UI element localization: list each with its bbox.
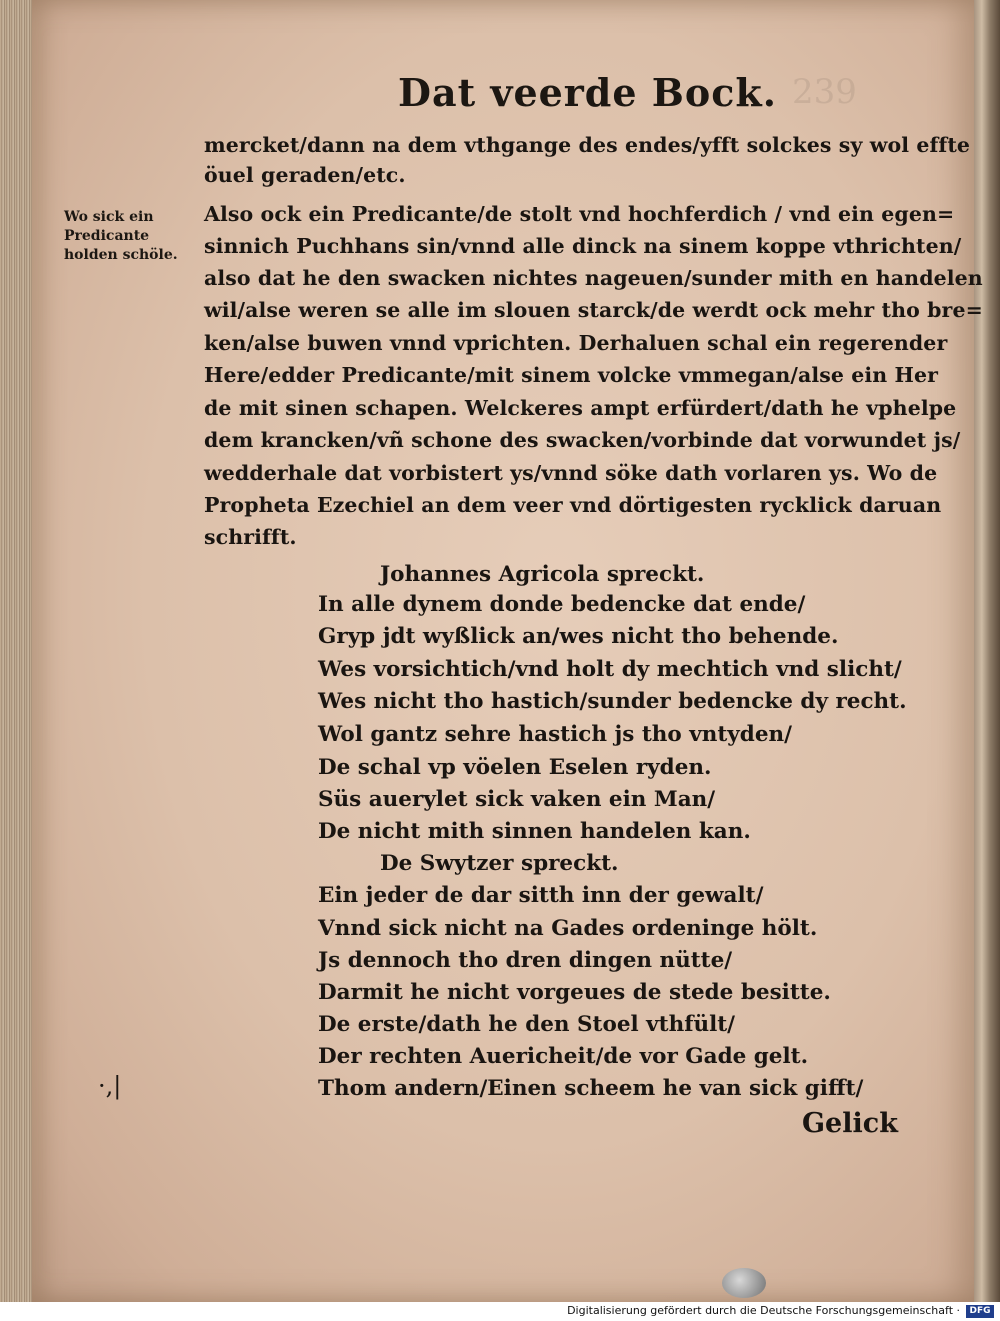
verse-line: Gryp jdt wyßlick an/wes nicht tho behende. [318,624,839,649]
margin-note-line: holden schöle. [64,247,178,263]
verse-line: Süs auerylet sick vaken ein Man/ [318,787,716,812]
body-line: ken/alse buwen vnnd vprichten. Derhaluen schal ein regerender [204,331,948,355]
verse-line: Darmit he nicht vorgeues de stede besitte. [318,980,831,1005]
verse-line: Vnnd sick nicht na Gades ordeninge hölt. [318,916,818,941]
body-line: dem krancken/vñ schone des swacken/vorbinde dat vorwundet js/ [204,428,961,452]
dfg-logo-icon: DFG [966,1305,994,1318]
body-line: wil/alse weren se alle im slouen starck/de werdt ock mehr tho bre= [204,298,983,322]
book-edge-right [974,0,1000,1302]
verse-line: De erste/dath he den Stoel vthfült/ [318,1012,736,1037]
paper-page [32,0,978,1302]
body-line: Propheta Ezechiel an dem veer vnd dörtigesten rycklick daruan [204,493,942,517]
body-line: mercket/dann na dem vthgange des endes/yfft solckes sy wol effte [204,133,971,157]
verse-line: Wes vorsichtich/vnd holt dy mechtich vnd slicht/ [318,657,902,682]
verse-line: Wes nicht tho hastich/sunder bedencke dy recht. [318,689,907,714]
body-line: wedderhale dat vorbistert ys/vnnd söke dath vorlaren ys. Wo de [204,461,938,485]
verse-line: Wol gantz sehre hastich js tho vntyden/ [318,722,792,747]
body-line: sinnich Puchhans sin/vnnd alle dinck na sinem koppe vthrichten/ [204,234,962,258]
catchword: Gelick [802,1108,898,1139]
verse-line: Der rechten Auericheit/de vor Gade gelt. [318,1044,809,1069]
verse-heading: De Swytzer spreckt. [380,851,619,876]
body-line: de mit sinen schapen. Welckeres ampt erfürdert/dath he vphelpe [204,396,957,420]
bleed-through-ghost: 239 [792,72,857,112]
footer-credit: Digitalisierung gefördert durch die Deutsche Forschungsgemeinschaft · [567,1304,960,1317]
body-line: also dat he den swacken nichtes nageuen/sunder mith en handelen [204,266,983,290]
body-line: Here/edder Predicante/mit sinem volcke vmmegan/alse ein Her [204,363,939,387]
page-title: Dat veerde Bock. [398,70,777,115]
verse-line: Thom andern/Einen scheem he van sick gifft/ [318,1076,864,1101]
margin-note [64,208,178,265]
verse-line: De nicht mith sinnen handelen kan. [318,819,751,844]
verse-line: Ein jeder de dar sitth inn der gewalt/ [318,883,764,908]
body-line: schrifft. [204,525,297,549]
margin-mark-icon: ·,| [98,1072,122,1100]
body-line: öuel geraden/etc. [204,163,406,187]
verse-line: De schal vp vöelen Eselen ryden. [318,755,712,780]
margin-note-line: Wo sick ein [64,209,154,225]
binder-clip-icon [722,1268,766,1298]
verse-line: Js dennoch tho dren dingen nütte/ [318,948,733,973]
verse-heading: Johannes Agricola spreckt. [380,562,705,587]
footer-bar [0,1302,1000,1321]
margin-note-line: Predicante [64,228,150,244]
verse-line: In alle dynem donde bedencke dat ende/ [318,592,806,617]
book-edge-left [0,0,34,1302]
body-line: Also ock ein Predicante/de stolt vnd hochferdich / vnd ein egen= [204,202,955,226]
